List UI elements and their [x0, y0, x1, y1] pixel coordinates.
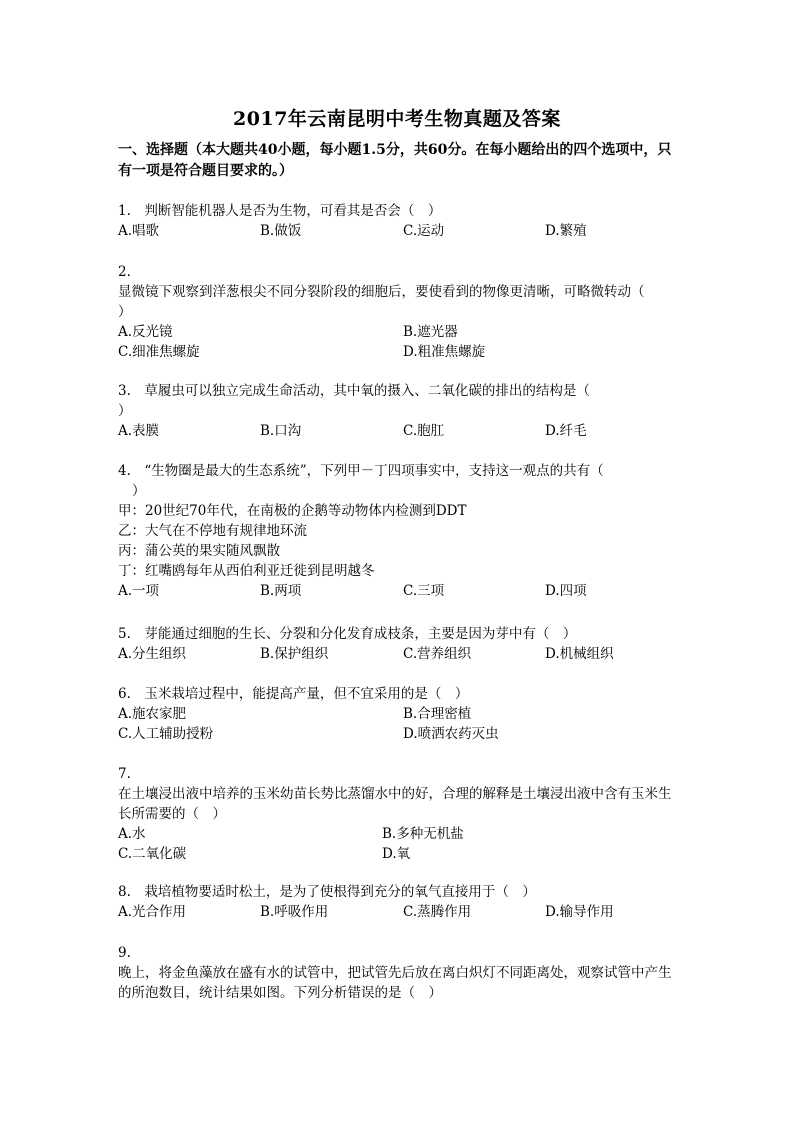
option-a: A.施农家肥: [118, 706, 187, 722]
option-b: B.做饭: [260, 223, 302, 239]
option-a: A.一项: [118, 583, 160, 599]
option-c: C.运动: [403, 223, 445, 239]
option-d: D.纤毛: [545, 423, 587, 439]
question-stem: 8. 栽培植物要适时松土，是为了使根得到充分的氧气直接用于（ ）: [118, 884, 536, 900]
option-c: C.人工辅助授粉: [118, 726, 214, 742]
option-d: D.四项: [545, 583, 587, 599]
options-row-2: [118, 724, 678, 744]
question-stem: 6. 玉米栽培过程中，能提高产量，但不宜采用的是（ ）: [118, 686, 469, 702]
question-stem-end: ）: [132, 483, 146, 499]
option-c: C.三项: [403, 583, 445, 599]
option-a: A.反光镜: [118, 324, 173, 340]
fact-ding: 丁：红嘴鸥每年从西伯利亚迁徙到昆明越冬: [118, 563, 375, 579]
section-heading: 一、选择题（本大题共40小题，每小题1.5分，共60分。在每小题给出的四个选项中，只有一项是符合题目要求的。）: [118, 142, 672, 179]
options: [118, 644, 678, 664]
option-a: A.水: [118, 826, 146, 842]
question-number: 9.: [118, 945, 131, 961]
options-row-2: [118, 342, 678, 362]
option-a: A.光合作用: [118, 904, 187, 920]
option-c: C.蒸腾作用: [403, 904, 472, 920]
option-c: C.营养组织: [403, 646, 472, 662]
question-stem: 1. 判断智能机器人是否为生物，可看其是否会（ ）: [118, 203, 442, 219]
option-b: B.遮光器: [403, 324, 458, 340]
options: [118, 581, 678, 601]
option-c: C.二氧化碳: [118, 846, 187, 862]
question-7: [118, 764, 678, 864]
option-b: B.两项: [260, 583, 302, 599]
question-1: [118, 201, 678, 241]
question-number: 7.: [118, 766, 131, 782]
option-b: B.口沟: [260, 423, 302, 439]
option-c: C.胞肛: [403, 423, 445, 439]
question-stem-end: ）: [118, 304, 132, 320]
options: [118, 421, 678, 441]
option-b: B.保护组织: [260, 646, 329, 662]
options: [118, 902, 678, 922]
option-b: B.多种无机盐: [382, 826, 464, 842]
question-4: [118, 461, 678, 601]
question-6: [118, 684, 678, 744]
option-b: B.呼吸作用: [260, 904, 329, 920]
question-2: [118, 262, 678, 362]
option-d: D.粗准焦螺旋: [403, 344, 486, 360]
options-row-1: [118, 704, 678, 724]
option-d: D.繁殖: [545, 223, 587, 239]
fact-bing: 丙：蒲公英的果实随风飘散: [118, 543, 280, 559]
question-3: [118, 381, 678, 441]
option-a: A.表膜: [118, 423, 160, 439]
document-title: 2017年云南昆明中考生物真题及答案: [233, 108, 561, 130]
options: [118, 221, 678, 241]
question-stem-end: ）: [118, 403, 132, 419]
question-stem: 显微镜下观察到洋葱根尖不同分裂阶段的细胞后，要使看到的物像更清晰，可略微转动（: [118, 284, 645, 300]
question-number: 2.: [118, 264, 131, 280]
options-row-1: [118, 322, 678, 342]
option-d: D.机械组织: [545, 646, 614, 662]
question-stem: 4. “生物圈是最大的生态系统”，下列甲－丁四项事实中，支持这一观点的共有（: [118, 463, 604, 479]
fact-yi: 乙：大气在不停地有规律地环流: [118, 523, 307, 539]
options-row-1: [118, 824, 678, 844]
question-9: [118, 943, 678, 1003]
option-b: B.合理密植: [403, 706, 472, 722]
question-8: [118, 882, 678, 922]
option-a: A.分生组织: [118, 646, 187, 662]
question-stem: 5. 芽能通过细胞的生长、分裂和分化发育成枝条，主要是因为芽中有（ ）: [118, 626, 577, 642]
options-row-2: [118, 844, 678, 864]
question-stem: 3. 草履虫可以独立完成生命活动，其中氧的摄入、二氧化碳的排出的结构是（: [118, 383, 590, 399]
question-stem: 在土壤浸出液中培养的玉米幼苗长势比蒸馏水中的好，合理的解释是土壤浸出液中含有玉米生长所需要的（ ）: [118, 786, 672, 822]
option-d: D.输导作用: [545, 904, 614, 920]
question-stem: 晚上，将金鱼藻放在盛有水的试管中，把试管先后放在离白炽灯不同距离处，观察试管中产生的所泡数目，统计结果如图。下列分析错误的是（ ）: [118, 965, 672, 1001]
option-d: D.喷洒农药灭虫: [403, 726, 499, 742]
option-d: D.氧: [382, 846, 411, 862]
option-a: A.唱歌: [118, 223, 160, 239]
option-c: C.细准焦螺旋: [118, 344, 200, 360]
fact-jia: 甲：20世纪70年代，在南极的企鹅等动物体内检测到DDT: [118, 503, 467, 519]
question-5: [118, 624, 678, 664]
